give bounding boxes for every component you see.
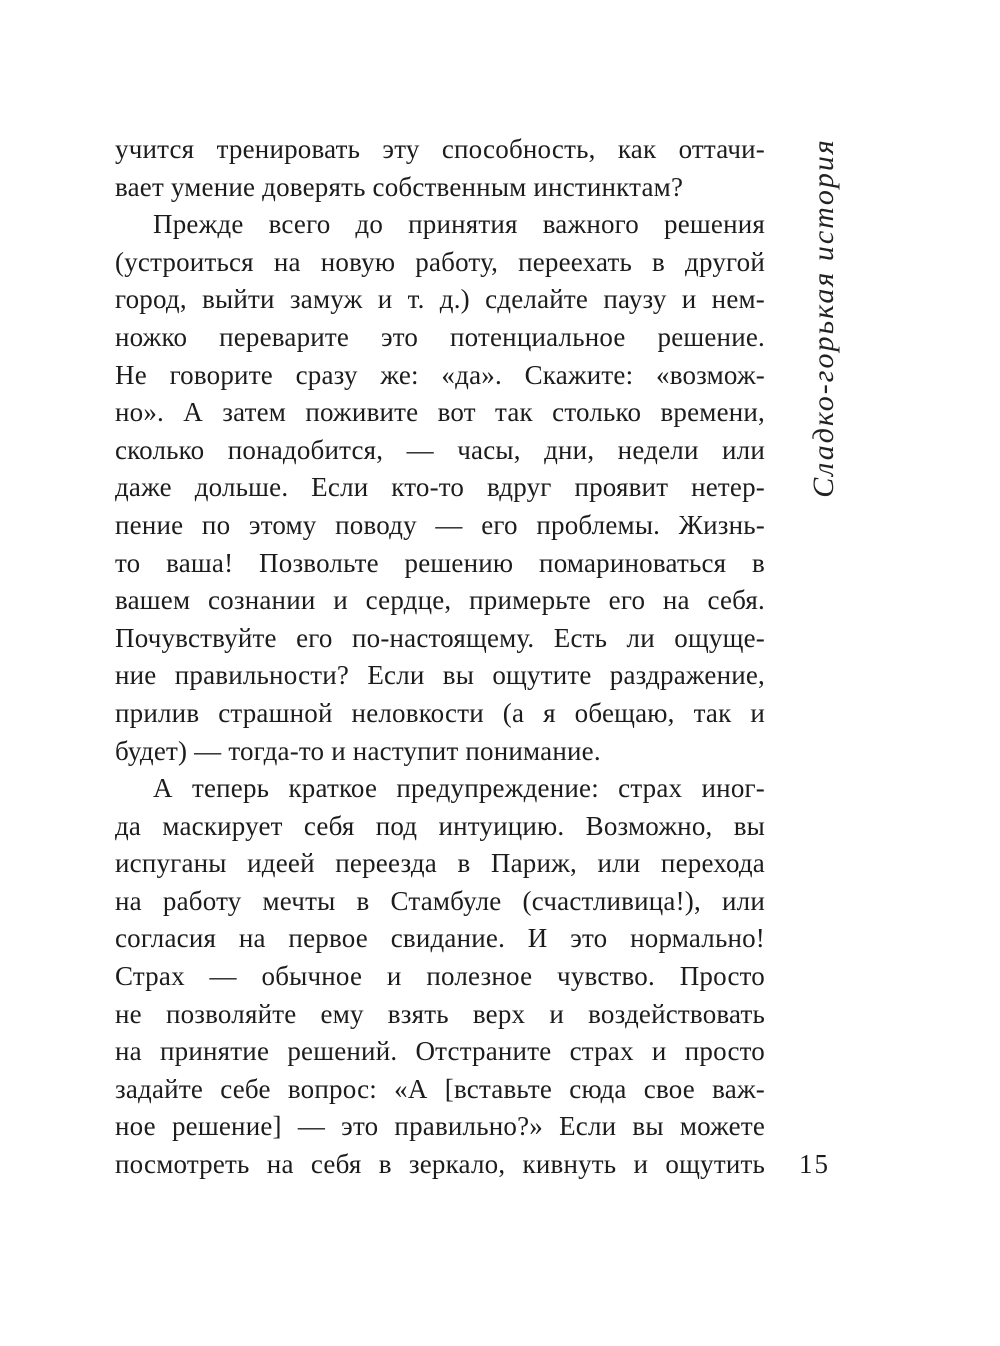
text-line: город, выйти замуж и т. д.) сделайте паузу и нем- xyxy=(115,284,765,315)
text-line: даже дольше. Если кто-то вдруг проявит нетер- xyxy=(115,472,765,503)
text-line: посмотреть на себя в зеркало, кивнуть и ощутить xyxy=(115,1149,765,1180)
text-line: А теперь краткое предупреждение: страх иног- xyxy=(153,773,765,804)
text-line: (устроиться на новую работу, переехать в другой xyxy=(115,246,765,277)
text-line: сколько понадобится, — часы, дни, недели или xyxy=(115,434,765,465)
text-line: ное решение] — это правильно?» Если вы можете xyxy=(115,1111,765,1142)
text-line: Почувствуйте его по-настоящему. Есть ли ощуще- xyxy=(115,622,765,653)
text-line: то ваша! Позвольте решению помариноваться в xyxy=(115,547,765,578)
text-line: испуганы идеей переезда в Париж, или перехода xyxy=(115,848,765,879)
text-line: Прежде всего до принятия важного решения xyxy=(153,209,765,240)
text-line: ножко переварите это потенциальное решение. xyxy=(115,321,765,352)
text-line: будет) — тогда-то и наступит понимание. xyxy=(115,735,601,766)
text-line: Не говорите сразу же: «да». Скажите: «возмож- xyxy=(115,359,765,390)
text-line: да маскирует себя под интуицию. Возможно, вы xyxy=(115,810,765,841)
body-text xyxy=(115,131,765,1184)
text-line: пение по этому поводу — его проблемы. Жизнь- xyxy=(115,509,765,540)
text-line: на работу мечты в Стамбуле (счастливица!), или xyxy=(115,885,765,916)
page-number: 15 xyxy=(799,1149,830,1179)
text-line: не позволяйте ему взять верх и воздействовать xyxy=(115,998,765,1029)
running-title: Сладко-горькая история xyxy=(807,138,840,498)
text-line: но». А затем поживите вот так столько времени, xyxy=(115,397,765,428)
text-line: вает умение доверять собственным инстинктам? xyxy=(115,171,684,202)
text-line: согласия на первое свидание. И это нормально! xyxy=(115,923,765,954)
text-line: прилив страшной неловкости (а я обещаю, так и xyxy=(115,697,765,728)
text-line: ние правильности? Если вы ощутите раздражение, xyxy=(115,660,765,691)
text-line: вашем сознании и сердце, примерьте его на себя. xyxy=(115,585,765,616)
text-line: учится тренировать эту способность, как оттачи- xyxy=(115,134,765,164)
text-line: задайте себе вопрос: «А [вставьте сюда свое важ- xyxy=(115,1073,765,1104)
text-line: Страх — обычное и полезное чувство. Просто xyxy=(115,961,765,992)
text-line: на принятие решений. Отстраните страх и просто xyxy=(115,1036,765,1067)
